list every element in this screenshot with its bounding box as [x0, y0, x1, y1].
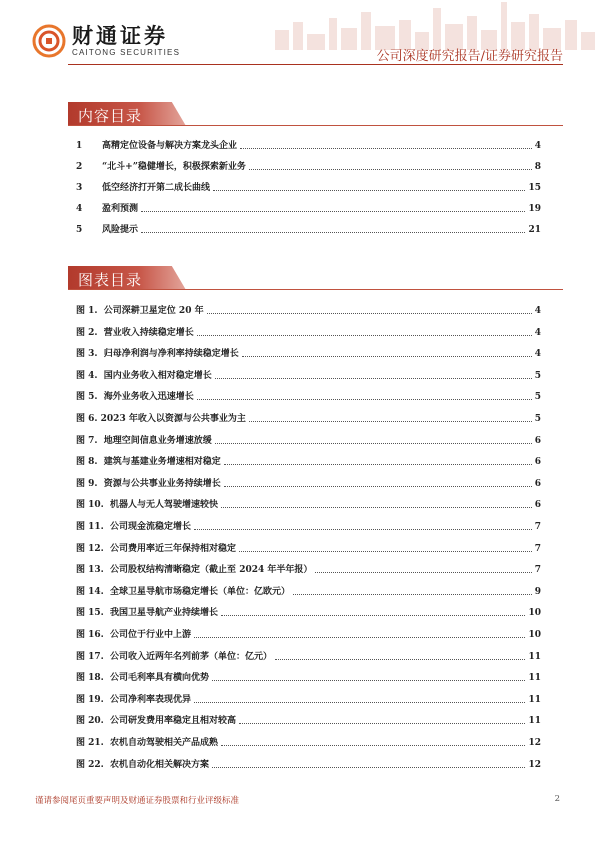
section-underline	[68, 289, 563, 290]
toc-entry-title: 盈利预测	[102, 204, 139, 214]
figure-entry-page: 5	[534, 392, 541, 402]
dot-leader	[215, 443, 532, 444]
figure-entry-page: 4	[534, 349, 541, 359]
logo-coin-icon	[32, 24, 66, 58]
dot-leader	[207, 313, 532, 314]
figure-entry-title: 图 8. 建筑与基建业务增速相对稳定	[76, 457, 221, 467]
dot-leader	[221, 745, 525, 746]
report-type-label: 公司深度研究报告/证券研究报告	[376, 49, 563, 64]
toc-entry-number: 3	[76, 183, 83, 193]
dot-leader	[249, 421, 532, 422]
figure-entry[interactable]	[76, 391, 541, 403]
figure-entry-title: 图 19. 公司净利率表现优异	[76, 695, 192, 705]
figure-entry-page: 7	[534, 522, 541, 532]
figure-entry-page: 10	[528, 608, 541, 618]
toc-entry[interactable]	[76, 140, 541, 152]
figure-entry-title: 图 20. 公司研发费用率稳定且相对较高	[76, 716, 237, 726]
logo-english-name: CAITONG SECURITIES	[72, 47, 181, 57]
figure-entry[interactable]	[76, 370, 541, 382]
dot-leader	[212, 680, 525, 681]
figure-entry[interactable]	[76, 586, 541, 598]
page-header	[0, 0, 595, 72]
figure-entry-page: 11	[528, 716, 541, 726]
toc-entry-number: 4	[76, 204, 83, 214]
dot-leader	[141, 232, 525, 233]
dot-leader	[215, 378, 532, 379]
figure-entry[interactable]	[76, 672, 541, 684]
city-skyline-watermark	[265, 0, 595, 50]
figure-entry[interactable]	[76, 759, 541, 771]
figure-entry-page: 11	[528, 673, 541, 683]
dot-leader	[224, 464, 532, 465]
figure-entry-title: 图 16. 公司位于行业中上游	[76, 630, 192, 640]
toc-entry-page: 21	[528, 225, 541, 235]
toc-entry-title: 高精定位设备与解决方案龙头企业	[102, 141, 238, 151]
contents-title: 内容目录	[78, 107, 143, 125]
figure-entry-page: 7	[534, 565, 541, 575]
figure-entry-page: 6	[534, 457, 541, 467]
figure-entry-page: 6	[534, 500, 541, 510]
footer-disclaimer: 谨请参阅尾页重要声明及财通证券股票和行业评级标准	[35, 796, 240, 806]
figure-entry-title: 图 18. 公司毛利率具有横向优势	[76, 673, 210, 683]
figure-entry-page: 10	[528, 630, 541, 640]
figure-entry-page: 9	[534, 587, 541, 597]
figure-entry-page: 4	[534, 328, 541, 338]
dot-leader	[242, 356, 532, 357]
toc-entry-title: 低空经济打开第二成长曲线	[102, 183, 211, 193]
figure-entry-page: 6	[534, 436, 541, 446]
figure-entry-page: 5	[534, 371, 541, 381]
figure-entry-page: 12	[528, 738, 541, 748]
toc-entry-title: “北斗+”稳健增长，积极探索新业务	[102, 162, 246, 172]
company-logo	[32, 24, 180, 58]
section-underline	[68, 125, 563, 126]
dot-leader	[141, 211, 525, 212]
figure-entry-title: 图 9. 资源与公共事业业务持续增长	[76, 479, 221, 489]
figure-entry-title: 图 4. 国内业务收入相对稳定增长	[76, 371, 212, 381]
figure-entry-title: 图 5. 海外业务收入迅速增长	[76, 392, 194, 402]
dot-leader	[197, 335, 532, 336]
figure-entry-page: 5	[534, 414, 541, 424]
figure-entry[interactable]	[76, 478, 541, 490]
figures-title: 图表目录	[78, 271, 143, 289]
figure-entry-title: 图 21. 农机自动驾驶相关产品成熟	[76, 738, 219, 748]
dot-leader	[194, 529, 532, 530]
figure-entry[interactable]	[76, 435, 541, 447]
toc-entry-page: 19	[528, 204, 541, 214]
toc-entry[interactable]	[76, 182, 541, 194]
figure-entry[interactable]	[76, 543, 541, 555]
dot-leader	[224, 486, 532, 487]
figure-entry-title: 图 14. 全球卫星导航市场稳定增长（单位：亿欧元）	[76, 587, 291, 597]
dot-leader	[240, 148, 532, 149]
figure-entry-title: 图 1. 公司深耕卫星定位 20 年	[76, 306, 204, 316]
contents-section-header	[68, 102, 563, 126]
toc-entry-page: 8	[534, 162, 541, 172]
figure-entry[interactable]	[76, 651, 541, 663]
figure-entry-title: 图 17. 公司收入近两年名列前茅（单位：亿元）	[76, 652, 273, 662]
toc-entry[interactable]	[76, 161, 541, 173]
toc-entry-number: 5	[76, 225, 83, 235]
dot-leader	[239, 551, 532, 552]
figure-entry[interactable]	[76, 564, 541, 576]
header-divider	[68, 64, 563, 65]
dot-leader	[221, 615, 525, 616]
toc-entry[interactable]	[76, 203, 541, 215]
figure-entry-page: 6	[534, 479, 541, 489]
dot-leader	[194, 637, 525, 638]
figure-entry-title: 图 12. 公司费用率近三年保持相对稳定	[76, 544, 237, 554]
figure-entry[interactable]	[76, 737, 541, 749]
figure-entry-title: 图 6. 2023 年收入以资源与公共事业为主	[76, 414, 246, 424]
figure-entry[interactable]	[76, 715, 541, 727]
figure-entry-title: 图 22. 农机自动化相关解决方案	[76, 760, 210, 770]
dot-leader	[194, 702, 525, 703]
toc-entry-number: 1	[76, 141, 83, 151]
dot-leader	[293, 594, 532, 595]
figure-entry-page: 12	[528, 760, 541, 770]
figure-entry[interactable]	[76, 305, 541, 317]
figure-entry-title: 图 7. 地理空间信息业务增速放缓	[76, 436, 212, 446]
figure-entry[interactable]	[76, 521, 541, 533]
figure-entry-title: 图 13. 公司股权结构清晰稳定（截止至 2024 年半年报）	[76, 565, 313, 575]
figures-section-header	[68, 266, 563, 290]
toc-entry-number: 2	[76, 162, 83, 172]
dot-leader	[221, 507, 532, 508]
figure-entry-page: 7	[534, 544, 541, 554]
toc-entry-title: 风险提示	[102, 225, 139, 235]
figure-entry[interactable]	[76, 607, 541, 619]
dot-leader	[212, 767, 525, 768]
figure-entry[interactable]	[76, 694, 541, 706]
figure-entry[interactable]	[76, 499, 541, 511]
figure-entry-title: 图 11. 公司现金流稳定增长	[76, 522, 192, 532]
dot-leader	[213, 190, 525, 191]
toc-entry[interactable]	[76, 224, 541, 236]
dot-leader	[315, 572, 531, 573]
figure-entry-page: 4	[534, 306, 541, 316]
figure-entry-title: 图 10. 机器人与无人驾驶增速较快	[76, 500, 219, 510]
logo-chinese-name: 财通证券	[72, 23, 168, 48]
page-number: 2	[554, 794, 560, 804]
figure-entry[interactable]	[76, 327, 541, 339]
dot-leader	[275, 659, 525, 660]
figure-entry[interactable]	[76, 456, 541, 468]
figure-entry-page: 11	[528, 695, 541, 705]
dot-leader	[239, 723, 525, 724]
figure-entry[interactable]	[76, 413, 541, 425]
toc-entry-page: 4	[534, 141, 541, 151]
figure-entry-title: 图 3. 归母净利润与净利率持续稳定增长	[76, 349, 239, 359]
figure-entry[interactable]	[76, 629, 541, 641]
figure-entry-title: 图 2. 营业收入持续稳定增长	[76, 328, 194, 338]
dot-leader	[197, 399, 532, 400]
figure-entry-page: 11	[528, 652, 541, 662]
figure-entry-title: 图 15. 我国卫星导航产业持续增长	[76, 608, 219, 618]
figure-entry[interactable]	[76, 348, 541, 360]
toc-entry-page: 15	[528, 183, 541, 193]
dot-leader	[249, 169, 532, 170]
